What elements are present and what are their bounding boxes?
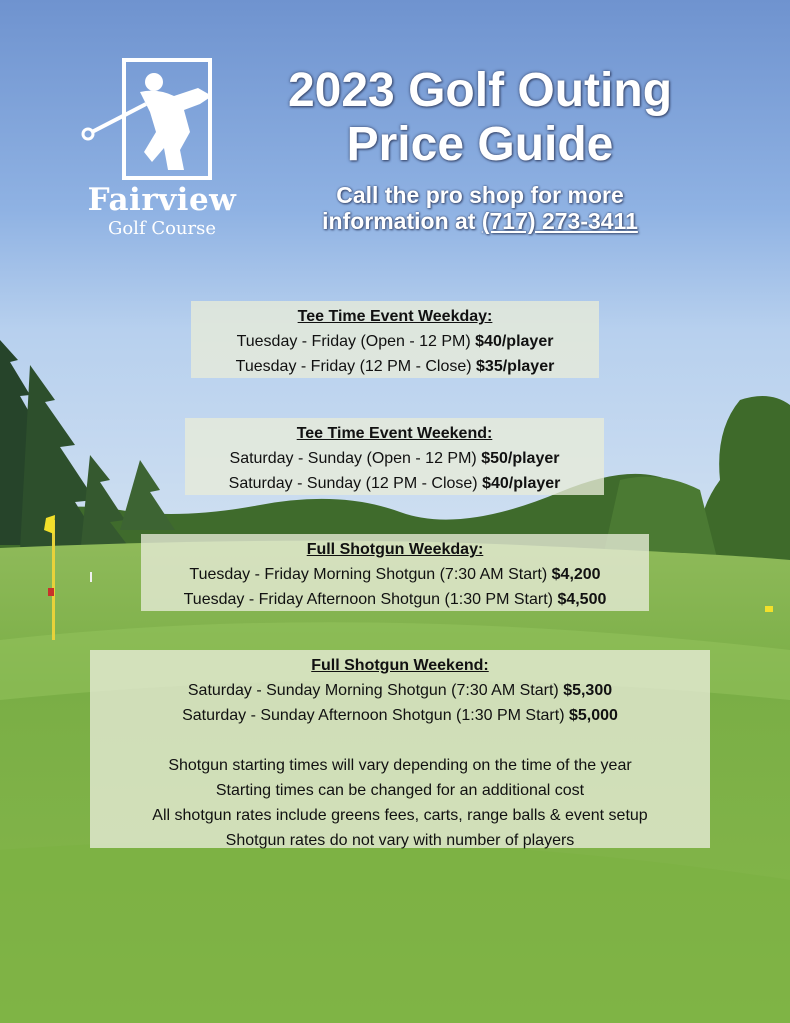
price-line-text: Tuesday - Friday (Open - 12 PM) bbox=[236, 333, 476, 350]
price-line bbox=[191, 354, 599, 379]
section-heading: Tee Time Event Weekday: bbox=[297, 308, 493, 325]
page-subtitle bbox=[240, 182, 720, 234]
note-line: Shotgun starting times will vary depending on the time of the year bbox=[168, 757, 632, 774]
section-heading: Full Shotgun Weekend: bbox=[311, 657, 489, 674]
price-value: $35/player bbox=[476, 358, 555, 375]
price-value: $50/player bbox=[481, 450, 560, 467]
page-title bbox=[240, 64, 720, 172]
price-line-text: Tuesday - Friday Morning Shotgun (7:30 AM Start) bbox=[189, 566, 552, 583]
spacer bbox=[90, 728, 710, 753]
shotgun-weekday-panel bbox=[141, 534, 649, 611]
shotgun-weekend-panel bbox=[90, 650, 710, 848]
price-value: $4,200 bbox=[551, 566, 601, 583]
subtitle-line-1: Call the pro shop for more bbox=[336, 182, 624, 208]
price-value: $40/player bbox=[475, 333, 554, 350]
fairview-logo bbox=[72, 52, 252, 247]
price-line bbox=[185, 446, 604, 471]
note-line: Starting times can be changed for an additional cost bbox=[215, 782, 585, 799]
price-value: $40/player bbox=[482, 475, 561, 492]
price-line bbox=[90, 678, 710, 703]
price-line bbox=[141, 587, 649, 612]
section-heading: Full Shotgun Weekday: bbox=[306, 541, 484, 558]
tee-time-weekday-panel bbox=[191, 301, 599, 378]
price-line bbox=[141, 562, 649, 587]
price-line bbox=[191, 329, 599, 354]
price-line-text: Saturday - Sunday (Open - 12 PM) bbox=[229, 450, 482, 467]
price-line-text: Saturday - Sunday (12 PM - Close) bbox=[228, 475, 483, 492]
price-line bbox=[185, 471, 604, 496]
subtitle-prefix: information at bbox=[322, 208, 482, 234]
subtitle-line-2 bbox=[240, 208, 720, 234]
price-line bbox=[90, 703, 710, 728]
section-heading: Tee Time Event Weekend: bbox=[296, 425, 493, 442]
price-value: $4,500 bbox=[557, 591, 607, 608]
title-line-1: 2023 Golf Outing bbox=[287, 64, 673, 117]
price-line-text: Saturday - Sunday Morning Shotgun (7:30 AM Start) bbox=[187, 682, 564, 699]
price-line-text: Tuesday - Friday Afternoon Shotgun (1:30 PM Start) bbox=[183, 591, 558, 608]
logo-name: Fairview bbox=[87, 182, 237, 218]
title-line-2: Price Guide bbox=[346, 118, 614, 171]
note-line: All shotgun rates include greens fees, carts, range balls & event setup bbox=[152, 807, 648, 824]
golfer-emblem-icon bbox=[72, 52, 252, 182]
phone-link[interactable]: (717) 273-3411 bbox=[481, 208, 638, 234]
logo-subname: Golf Course bbox=[107, 218, 217, 239]
price-line-text: Saturday - Sunday Afternoon Shotgun (1:30 PM Start) bbox=[182, 707, 569, 724]
note-line: Shotgun rates do not vary with number of players bbox=[225, 832, 575, 849]
tee-time-weekend-panel bbox=[185, 418, 604, 495]
price-value: $5,300 bbox=[563, 682, 613, 699]
price-value: $5,000 bbox=[568, 707, 618, 724]
price-line-text: Tuesday - Friday (12 PM - Close) bbox=[235, 358, 477, 375]
